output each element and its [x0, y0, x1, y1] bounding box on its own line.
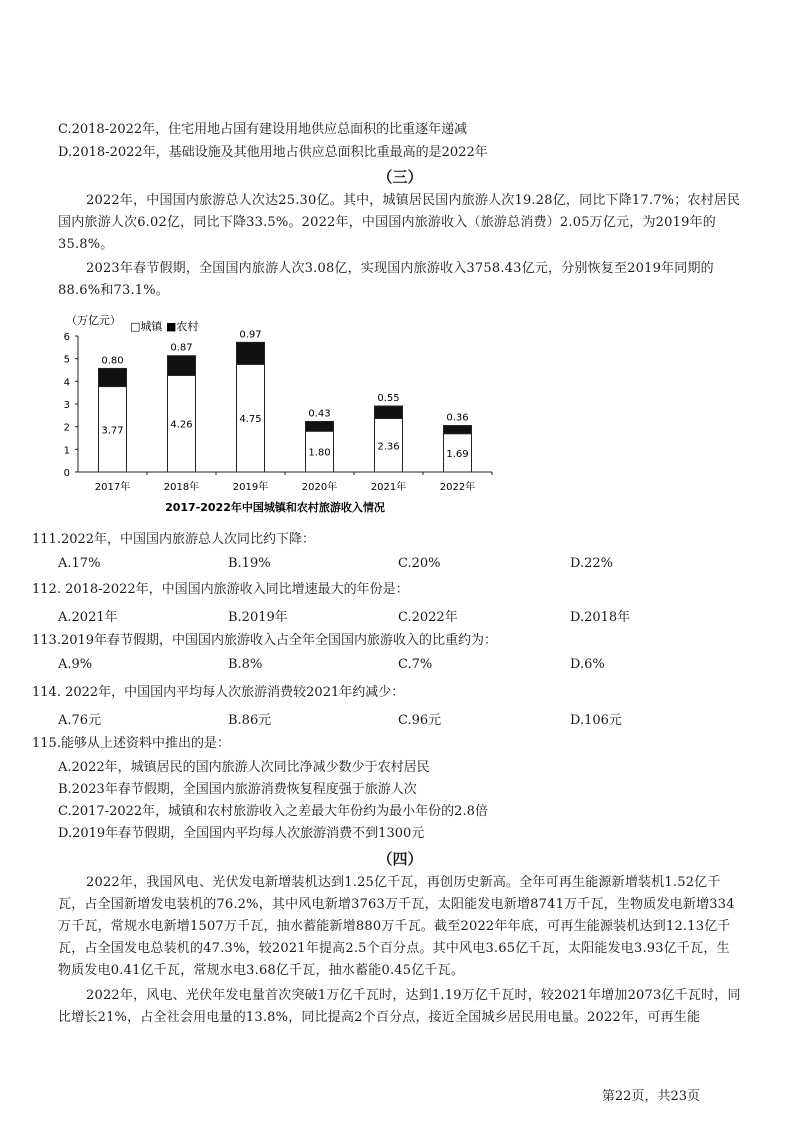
x-tick-label: 2018年	[163, 482, 200, 493]
section-4-paragraph-1: 2022年，我国风电、光伏发电新增装机达到1.25亿千瓦，再创历史新高。全年可再生能源新增装机1.52亿千瓦，占全国新增发电装机的76.2%，其中风电新增3763万千瓦，太阳能发电新增8741万千瓦，生物质发电新增334万千瓦，常规水电新增1507万千瓦，抽水蓄能新增880万千瓦。截至2022年年底，可再生能源装机达到12.13亿千瓦，占全国发电总装机的47.3%，较2021年提高2.5个百分点。其中风电3.65亿千瓦，太阳能发电3.93亿千瓦，生物质发电0.41亿千瓦，常规水电3.68亿千瓦，抽水蓄能0.45亿千瓦。	[58, 875, 735, 978]
y-tick-label: 5	[63, 354, 70, 366]
bar-rural	[99, 368, 127, 386]
question-113-stem: 113.2019年春节假期，中国国内旅游收入占全年全国国内旅游收入的比重约为：	[32, 633, 498, 648]
urban-value-label: 4.26	[170, 419, 193, 431]
y-tick-label: 6	[63, 332, 70, 343]
urban-value-label: 2.36	[377, 441, 400, 453]
question-113-option-a[interactable]: A.9%	[58, 657, 93, 672]
chart-axes	[64, 332, 492, 493]
chart-title: 2017-2022年中国城镇和农村旅游收入情况	[165, 501, 385, 514]
question-115-option-d[interactable]: D.2019年春节假期，全国国内平均每人次旅游消费不到1300元	[58, 826, 425, 841]
question-111-option-d[interactable]: D.22%	[570, 556, 613, 571]
section-4-title: （四）	[377, 850, 423, 868]
legend-urban: □城镇	[130, 320, 163, 333]
question-111-stem: 111.2022年，中国国内旅游总人次同比约下降：	[32, 532, 316, 547]
rural-value-label: 0.97	[239, 329, 262, 341]
x-tick-label: 2021年	[370, 482, 407, 493]
question-112-option-b[interactable]: B.2019年	[228, 610, 288, 625]
question-114-option-c[interactable]: C.96元	[398, 713, 442, 728]
rural-value-label: 0.80	[101, 355, 124, 367]
y-tick-label: 4	[63, 377, 70, 389]
rural-value-label: 0.43	[308, 408, 331, 420]
bar-rural	[168, 356, 196, 376]
urban-value-label: 1.69	[446, 448, 469, 460]
urban-value-label: 3.77	[101, 425, 124, 437]
y-tick-label: 3	[63, 400, 70, 411]
question-115-option-b[interactable]: B.2023年春节假期，全国国内旅游消费恢复程度强于旅游人次	[58, 782, 417, 797]
section-3-paragraph-2: 2023年春节假期，全国国内旅游人次3.08亿，实现国内旅游收入3758.43亿元，分别恢复至2019年同期的88.6%和73.1%。	[58, 261, 714, 298]
bar-rural	[444, 426, 472, 434]
question-114-option-b[interactable]: B.86元	[228, 713, 272, 728]
question-113-option-b[interactable]: B.8%	[228, 657, 263, 672]
x-tick-label: 2019年	[232, 482, 269, 493]
section-3-paragraph-1: 2022年，中国国内旅游总人次达25.30亿。其中，城镇居民国内旅游人次19.28亿，同比下降17.7%；农村居民国内旅游人次6.02亿，同比下降33.5%。2022年，中国国内旅游收入（旅游总消费）2.05万亿元，为2019年的35.8%。	[58, 193, 741, 252]
section-4-paragraph-2: 2022年，风电、光伏年发电量首次突破1万亿千瓦时，达到1.19万亿千瓦时，较2021年增加2073亿千瓦时，同比增长21%，占全社会用电量的13.8%，同比提高2个百分点，接近全国城乡居民用电量。2022年，可再生能	[58, 988, 741, 1025]
question-114-stem: 114. 2022年，中国国内平均每人次旅游消费较2021年约减少：	[32, 685, 405, 700]
y-tick-label: 1	[63, 445, 70, 457]
question-111-option-a[interactable]: A.17%	[58, 556, 101, 571]
question-112-option-c[interactable]: C.2022年	[398, 610, 458, 625]
urban-value-label: 4.75	[239, 414, 262, 426]
y-tick-label: 2	[63, 422, 70, 434]
bar-rural	[375, 406, 403, 418]
question-114-option-a[interactable]: A.76元	[58, 713, 102, 728]
bar-rural	[306, 421, 334, 431]
question-112-stem: 112. 2018-2022年，中国国内旅游收入同比增速最大的年份是：	[32, 582, 409, 597]
rural-value-label: 0.36	[446, 412, 469, 424]
rural-value-label: 0.87	[170, 342, 193, 354]
urban-value-label: 1.80	[308, 447, 331, 459]
question-114-option-d[interactable]: D.106元	[570, 713, 622, 728]
rural-value-label: 0.55	[377, 393, 400, 405]
x-tick-label: 2022年	[439, 482, 476, 493]
question-113-option-d[interactable]: D.6%	[570, 657, 605, 672]
chart-bars	[99, 329, 472, 472]
question-115-stem: 115.能够从上述资料中推出的是：	[32, 736, 230, 751]
y-tick-label: 0	[63, 468, 70, 479]
page-number: 第22页，共23页	[601, 1089, 700, 1104]
question-111-option-b[interactable]: B.19%	[228, 556, 271, 571]
option-c-previous: C.2018-2022年，住宅用地占国有建设用地供应总面积的比重逐年递减	[58, 122, 468, 137]
chart-y-axis-label: （万亿元）	[66, 314, 121, 327]
legend-rural: ■农村	[166, 320, 199, 333]
question-115-option-c[interactable]: C.2017-2022年，城镇和农村旅游收入之差最大年份约为最小年份的2.8倍	[58, 804, 488, 819]
x-tick-label: 2017年	[94, 482, 131, 493]
question-115-option-a[interactable]: A.2022年，城镇居民的国内旅游人次同比净减少数少于农村居民	[58, 760, 430, 775]
option-d-previous: D.2018-2022年，基础设施及其他用地占供应总面积比重最高的是2022年	[58, 145, 488, 160]
x-tick-label: 2020年	[301, 482, 338, 493]
chart-legend	[130, 319, 198, 333]
question-111-option-c[interactable]: C.20%	[398, 556, 441, 571]
tourism-income-chart	[40, 308, 510, 518]
question-112-option-a[interactable]: A.2021年	[58, 610, 118, 625]
question-112-option-d[interactable]: D.2018年	[570, 610, 631, 625]
section-3-title: （三）	[377, 168, 423, 186]
bar-rural	[237, 342, 265, 364]
question-113-option-c[interactable]: C.7%	[398, 657, 433, 672]
